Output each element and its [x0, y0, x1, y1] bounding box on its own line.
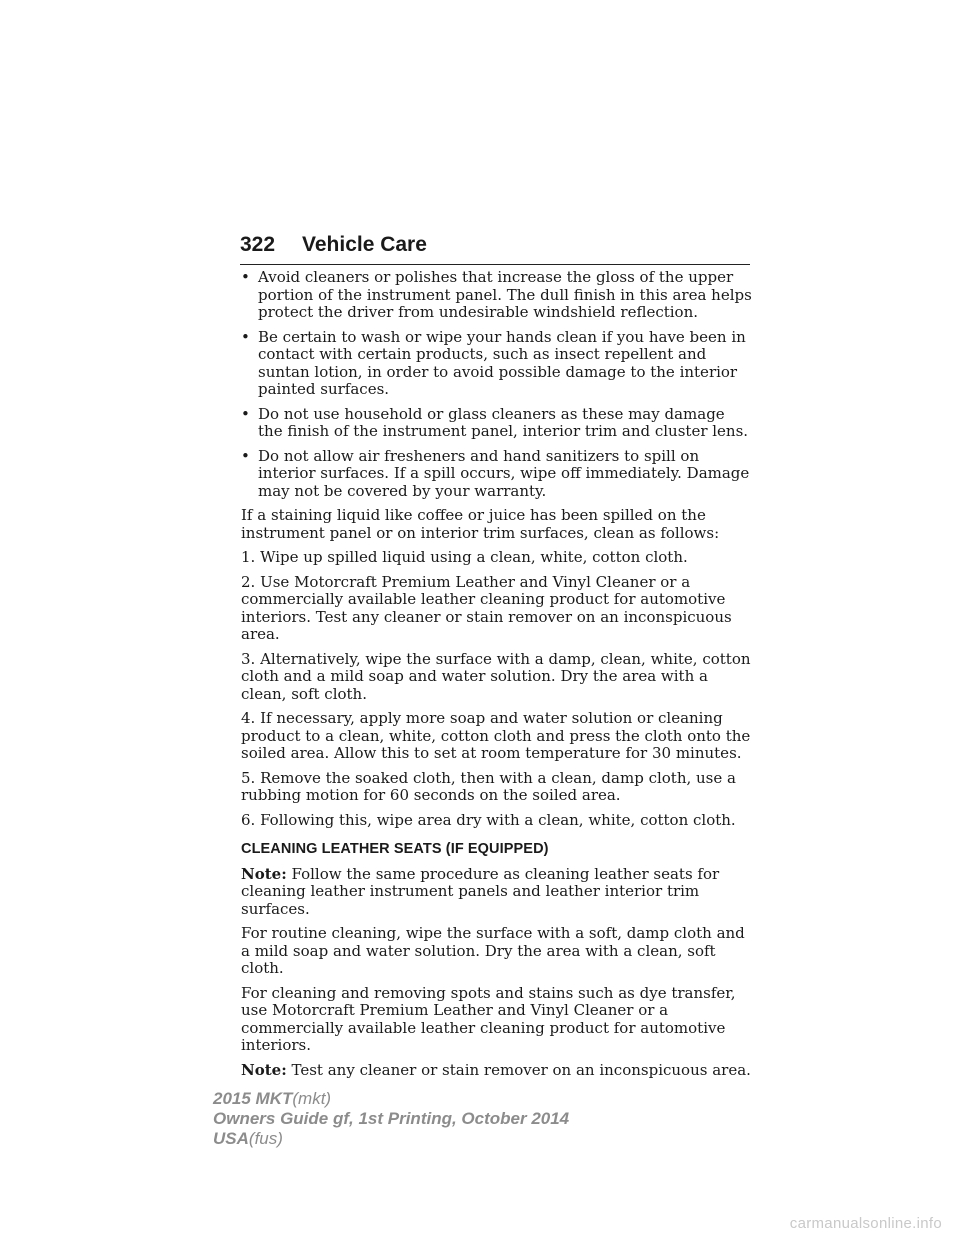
list-item: [241, 329, 753, 399]
section-title: Vehicle Care: [302, 233, 427, 256]
footer-region: USA: [213, 1129, 249, 1148]
intro-paragraph: If a staining liquid like coffee or juice has been spilled on the instrument panel or on interior trim surfaces, clean as follows:: [241, 506, 720, 542]
note-paragraph: [241, 866, 753, 919]
page-content: [241, 269, 753, 1086]
page-header: [240, 232, 750, 265]
bullet-icon: •: [241, 327, 250, 346]
step-paragraph: 3. Alternatively, wipe the surface with a damp, clean, white, cotton cloth and a mild soap and water solution. Dry the area with a clean, soft cloth.: [241, 649, 751, 703]
document-footer: [213, 1089, 569, 1149]
precaution-list: [241, 269, 753, 500]
bullet-icon: •: [241, 268, 250, 286]
step-paragraph: 5. Remove the soaked cloth, then with a clean, damp cloth, use a rubbing motion for 60 seconds on the soiled area.: [241, 768, 736, 804]
list-item-text: Do not use household or glass cleaners as these may damage the finish of the instrument panel, interior trim and cluster lens.: [258, 404, 749, 440]
note-label: Note:: [241, 1060, 287, 1079]
footer-region-code: (fus): [248, 1129, 283, 1148]
bullet-icon: •: [241, 404, 250, 423]
watermark: carmanualsonline.info: [789, 1215, 942, 1232]
footer-model-code: (mkt): [292, 1089, 332, 1108]
list-item: [241, 448, 753, 501]
spots-paragraph: For cleaning and removing spots and stains such as dye transfer, use Motorcraft Premium Leather and Vinyl Cleaner or a commercially available leather cleaning product for automotive interiors.: [241, 983, 736, 1054]
step-paragraph: 2. Use Motorcraft Premium Leather and Vinyl Cleaner or a commercially available leather cleaning product for automotive interiors. Test any cleaner or stain remover on an inconspicuous area.: [241, 572, 732, 643]
note-label: Note:: [241, 864, 287, 883]
step-paragraph: 6. Following this, wipe area dry with a clean, white, cotton cloth.: [241, 810, 736, 829]
list-item-text: Do not allow air fresheners and hand sanitizers to spill on interior surfaces. If a spill occurs, wipe off immediately. Damage may not be covered by your warranty.: [258, 446, 750, 500]
list-item-text: Be certain to wash or wipe your hands clean if you have been in contact with certain products, such as insect repellent and suntan lotion, in order to avoid possible damage to the interior painted surfaces.: [258, 327, 746, 398]
list-item-text: Avoid cleaners or polishes that increase the gloss of the upper portion of the instrument panel. The dull finish in this area helps protect the driver from undesirable windshield reflection.: [258, 268, 752, 321]
note-text: Follow the same procedure as cleaning leather seats for cleaning leather instrument panels and leather interior trim surfaces.: [241, 864, 720, 918]
footer-printing: Owners Guide gf, 1st Printing, October 2014: [213, 1109, 570, 1128]
list-item: [241, 269, 753, 322]
step-paragraph: 4. If necessary, apply more soap and water solution or cleaning product to a clean, white, cotton cloth and press the cloth onto the soiled area. Allow this to set at room temperature for 30 minutes.: [241, 709, 751, 762]
routine-paragraph: For routine cleaning, wipe the surface with a soft, damp cloth and a mild soap and water solution. Dry the area with a clean, soft cloth.: [241, 924, 745, 977]
step-paragraph: 1. Wipe up spilled liquid using a clean, white, cotton cloth.: [241, 548, 688, 566]
footer-line: [213, 1129, 569, 1149]
leather-heading: CLEANING LEATHER SEATS (IF EQUIPPED): [241, 841, 549, 857]
footer-line: [213, 1089, 569, 1109]
note-paragraph: [241, 1062, 753, 1080]
page-number: 322: [240, 233, 276, 256]
bullet-icon: •: [241, 446, 250, 465]
list-item: [241, 406, 753, 441]
footer-model: 2015 MKT: [213, 1089, 293, 1108]
note-text: Test any cleaner or stain remover on an inconspicuous area.: [291, 1060, 751, 1079]
